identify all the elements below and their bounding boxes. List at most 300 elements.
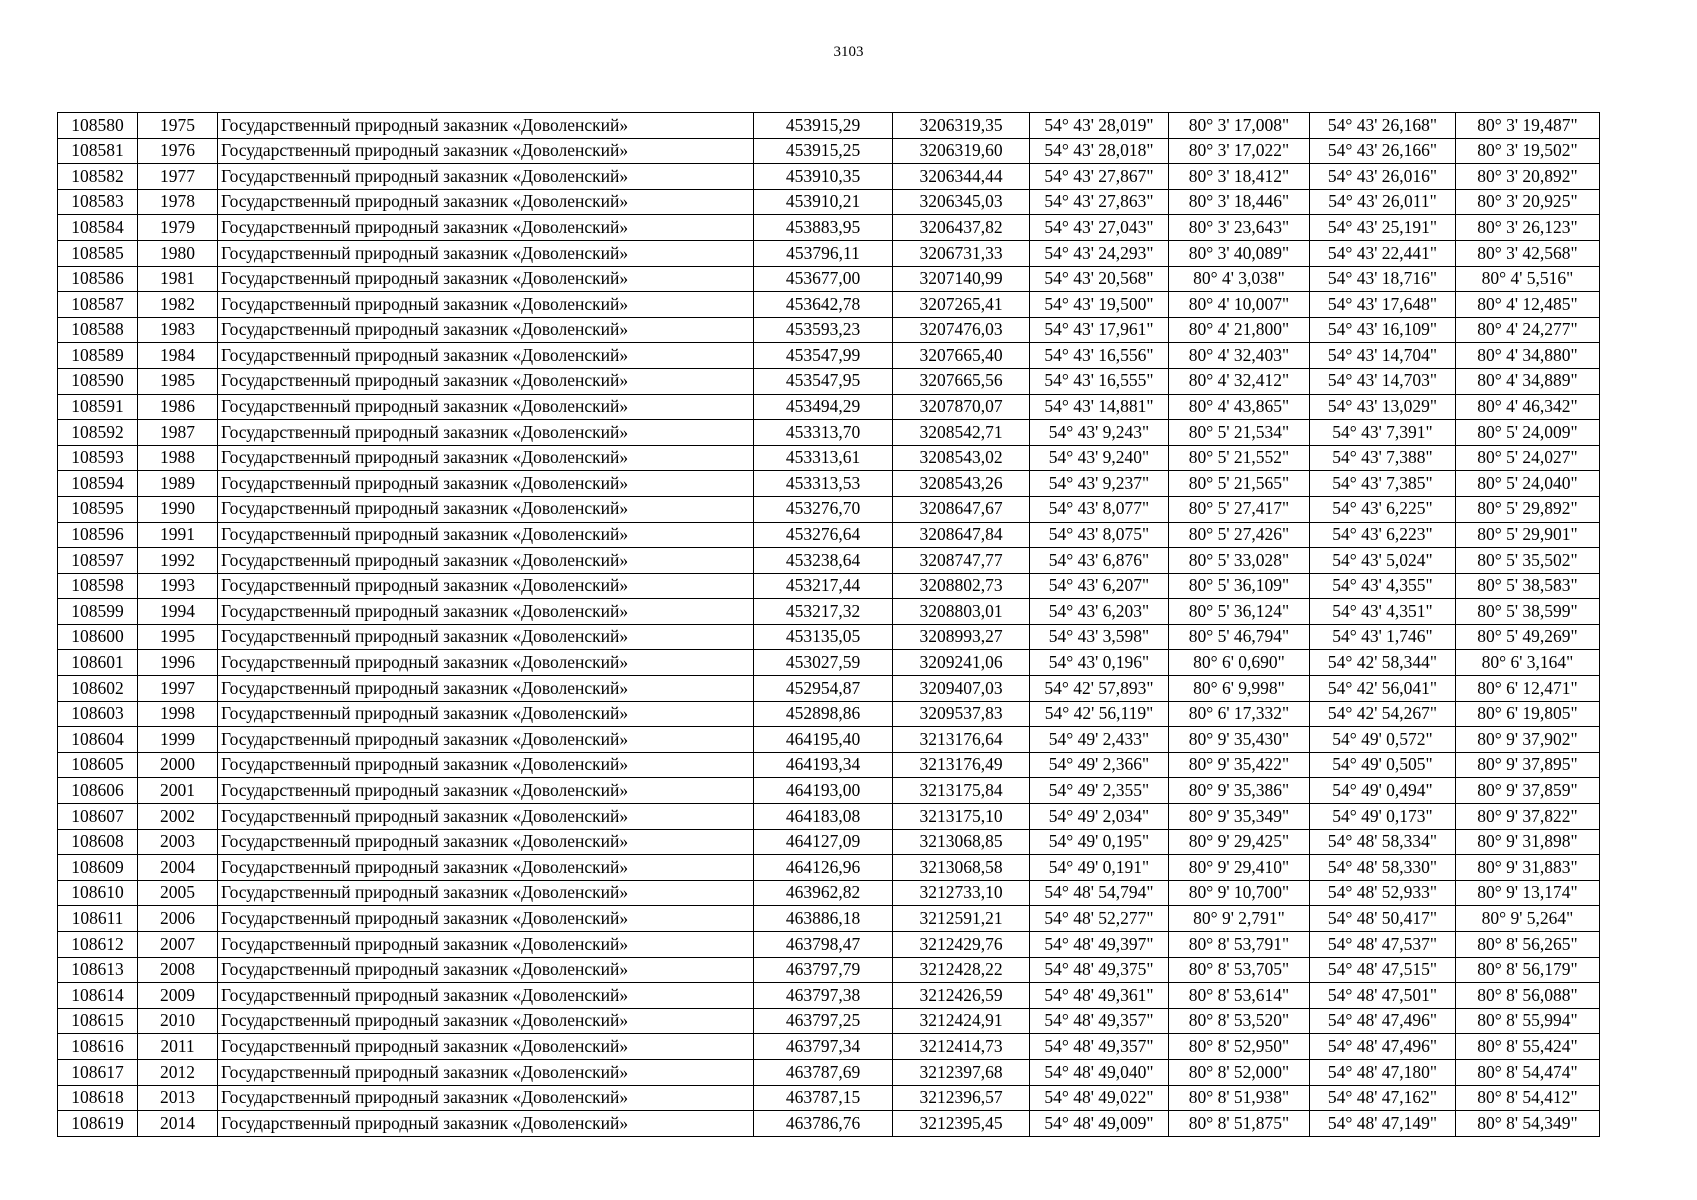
- cell-latitude-1: 54° 42' 56,119": [1030, 701, 1169, 727]
- cell-latitude-2: 54° 49' 0,572": [1310, 727, 1456, 753]
- cell-longitude-1: 80° 9' 35,349": [1169, 804, 1310, 830]
- cell-y-coordinate: 3206344,44: [893, 164, 1030, 190]
- cell-reserve-name: Государственный природный заказник «Доволенский»: [218, 394, 754, 420]
- cell-latitude-1: 54° 43' 3,598": [1030, 624, 1169, 650]
- table-row: [58, 522, 1600, 548]
- table-row: [58, 829, 1600, 855]
- cell-point-id: 108604: [58, 727, 138, 753]
- table-row: [58, 394, 1600, 420]
- cell-longitude-2: 80° 8' 56,265": [1456, 932, 1600, 958]
- cell-x-coordinate: 452898,86: [754, 701, 893, 727]
- cell-x-coordinate: 453276,64: [754, 522, 893, 548]
- table-row: [58, 650, 1600, 676]
- cell-x-coordinate: 463787,15: [754, 1085, 893, 1111]
- cell-x-coordinate: 464195,40: [754, 727, 893, 753]
- cell-x-coordinate: 463798,47: [754, 932, 893, 958]
- cell-latitude-1: 54° 43' 8,077": [1030, 496, 1169, 522]
- cell-latitude-2: 54° 43' 13,029": [1310, 394, 1456, 420]
- cell-longitude-2: 80° 8' 55,424": [1456, 1034, 1600, 1060]
- table-row: [58, 906, 1600, 932]
- cell-y-coordinate: 3213175,84: [893, 778, 1030, 804]
- table-row: [58, 189, 1600, 215]
- cell-point-number: 2012: [138, 1059, 218, 1085]
- cell-reserve-name: Государственный природный заказник «Доволенский»: [218, 189, 754, 215]
- coordinates-table-body: [58, 113, 1600, 1137]
- table-row: [58, 343, 1600, 369]
- cell-y-coordinate: 3213068,58: [893, 855, 1030, 881]
- cell-x-coordinate: 453217,44: [754, 573, 893, 599]
- cell-longitude-1: 80° 9' 29,425": [1169, 829, 1310, 855]
- cell-x-coordinate: 453677,00: [754, 266, 893, 292]
- cell-latitude-1: 54° 48' 49,022": [1030, 1085, 1169, 1111]
- cell-latitude-2: 54° 43' 7,385": [1310, 471, 1456, 497]
- cell-reserve-name: Государственный природный заказник «Доволенский»: [218, 983, 754, 1009]
- table-row: [58, 471, 1600, 497]
- cell-longitude-1: 80° 5' 27,417": [1169, 496, 1310, 522]
- cell-y-coordinate: 3207265,41: [893, 292, 1030, 318]
- cell-reserve-name: Государственный природный заказник «Доволенский»: [218, 1111, 754, 1137]
- cell-y-coordinate: 3212397,68: [893, 1059, 1030, 1085]
- cell-x-coordinate: 464183,08: [754, 804, 893, 830]
- cell-point-number: 1995: [138, 624, 218, 650]
- cell-longitude-1: 80° 5' 21,534": [1169, 420, 1310, 446]
- cell-latitude-1: 54° 48' 49,397": [1030, 932, 1169, 958]
- cell-latitude-2: 54° 48' 52,933": [1310, 880, 1456, 906]
- cell-latitude-2: 54° 49' 0,173": [1310, 804, 1456, 830]
- cell-y-coordinate: 3208647,67: [893, 496, 1030, 522]
- cell-longitude-2: 80° 5' 24,009": [1456, 420, 1600, 446]
- table-row: [58, 1111, 1600, 1137]
- cell-x-coordinate: 453547,99: [754, 343, 893, 369]
- cell-y-coordinate: 3212426,59: [893, 983, 1030, 1009]
- cell-reserve-name: Государственный природный заказник «Доволенский»: [218, 624, 754, 650]
- cell-point-id: 108614: [58, 983, 138, 1009]
- cell-x-coordinate: 463797,38: [754, 983, 893, 1009]
- cell-latitude-2: 54° 43' 4,355": [1310, 573, 1456, 599]
- cell-reserve-name: Государственный природный заказник «Доволенский»: [218, 420, 754, 446]
- cell-longitude-2: 80° 3' 26,123": [1456, 215, 1600, 241]
- cell-reserve-name: Государственный природный заказник «Доволенский»: [218, 368, 754, 394]
- cell-latitude-2: 54° 48' 47,496": [1310, 1008, 1456, 1034]
- cell-x-coordinate: 453313,61: [754, 445, 893, 471]
- cell-reserve-name: Государственный природный заказник «Доволенский»: [218, 727, 754, 753]
- table-row: [58, 445, 1600, 471]
- cell-latitude-2: 54° 43' 22,441": [1310, 240, 1456, 266]
- cell-reserve-name: Государственный природный заказник «Доволенский»: [218, 266, 754, 292]
- cell-longitude-1: 80° 4' 10,007": [1169, 292, 1310, 318]
- table-row: [58, 1085, 1600, 1111]
- cell-x-coordinate: 463797,34: [754, 1034, 893, 1060]
- cell-x-coordinate: 453027,59: [754, 650, 893, 676]
- cell-point-id: 108605: [58, 752, 138, 778]
- cell-point-number: 1993: [138, 573, 218, 599]
- cell-y-coordinate: 3209241,06: [893, 650, 1030, 676]
- cell-point-number: 1987: [138, 420, 218, 446]
- cell-reserve-name: Государственный природный заказник «Доволенский»: [218, 650, 754, 676]
- table-row: [58, 1059, 1600, 1085]
- cell-longitude-2: 80° 3' 19,487": [1456, 113, 1600, 139]
- cell-point-number: 2008: [138, 957, 218, 983]
- cell-longitude-2: 80° 8' 54,349": [1456, 1111, 1600, 1137]
- cell-point-id: 108597: [58, 548, 138, 574]
- cell-point-id: 108610: [58, 880, 138, 906]
- cell-longitude-1: 80° 9' 10,700": [1169, 880, 1310, 906]
- table-row: [58, 880, 1600, 906]
- cell-reserve-name: Государственный природный заказник «Доволенский»: [218, 215, 754, 241]
- cell-longitude-1: 80° 3' 40,089": [1169, 240, 1310, 266]
- cell-x-coordinate: 453313,53: [754, 471, 893, 497]
- table-row: [58, 215, 1600, 241]
- cell-latitude-2: 54° 43' 17,648": [1310, 292, 1456, 318]
- cell-x-coordinate: 452954,87: [754, 676, 893, 702]
- cell-longitude-1: 80° 4' 32,403": [1169, 343, 1310, 369]
- cell-point-number: 1986: [138, 394, 218, 420]
- cell-y-coordinate: 3206437,82: [893, 215, 1030, 241]
- cell-y-coordinate: 3208543,02: [893, 445, 1030, 471]
- cell-longitude-2: 80° 6' 12,471": [1456, 676, 1600, 702]
- cell-reserve-name: Государственный природный заказник «Доволенский»: [218, 548, 754, 574]
- cell-y-coordinate: 3212396,57: [893, 1085, 1030, 1111]
- cell-longitude-2: 80° 9' 31,883": [1456, 855, 1600, 881]
- cell-latitude-1: 54° 43' 14,881": [1030, 394, 1169, 420]
- cell-point-number: 2007: [138, 932, 218, 958]
- cell-longitude-2: 80° 8' 56,088": [1456, 983, 1600, 1009]
- cell-latitude-2: 54° 48' 47,180": [1310, 1059, 1456, 1085]
- cell-reserve-name: Государственный природный заказник «Доволенский»: [218, 1008, 754, 1034]
- cell-latitude-1: 54° 43' 17,961": [1030, 317, 1169, 343]
- cell-point-number: 2009: [138, 983, 218, 1009]
- cell-longitude-2: 80° 4' 5,516": [1456, 266, 1600, 292]
- cell-latitude-2: 54° 48' 58,330": [1310, 855, 1456, 881]
- table-row: [58, 548, 1600, 574]
- cell-point-id: 108619: [58, 1111, 138, 1137]
- cell-y-coordinate: 3213176,49: [893, 752, 1030, 778]
- cell-longitude-1: 80° 8' 52,000": [1169, 1059, 1310, 1085]
- cell-reserve-name: Государственный природный заказник «Доволенский»: [218, 778, 754, 804]
- cell-point-id: 108618: [58, 1085, 138, 1111]
- cell-longitude-2: 80° 9' 31,898": [1456, 829, 1600, 855]
- cell-point-number: 2001: [138, 778, 218, 804]
- cell-y-coordinate: 3209407,03: [893, 676, 1030, 702]
- cell-reserve-name: Государственный природный заказник «Доволенский»: [218, 829, 754, 855]
- cell-point-id: 108589: [58, 343, 138, 369]
- cell-x-coordinate: 453910,35: [754, 164, 893, 190]
- cell-x-coordinate: 453796,11: [754, 240, 893, 266]
- cell-point-number: 1981: [138, 266, 218, 292]
- cell-point-number: 1979: [138, 215, 218, 241]
- cell-latitude-2: 54° 43' 14,703": [1310, 368, 1456, 394]
- table-row: [58, 317, 1600, 343]
- cell-point-number: 2004: [138, 855, 218, 881]
- cell-latitude-2: 54° 48' 47,149": [1310, 1111, 1456, 1137]
- cell-longitude-2: 80° 9' 5,264": [1456, 906, 1600, 932]
- cell-latitude-1: 54° 48' 49,009": [1030, 1111, 1169, 1137]
- cell-point-id: 108596: [58, 522, 138, 548]
- cell-x-coordinate: 453910,21: [754, 189, 893, 215]
- cell-point-id: 108585: [58, 240, 138, 266]
- cell-y-coordinate: 3206319,60: [893, 138, 1030, 164]
- cell-point-id: 108584: [58, 215, 138, 241]
- cell-latitude-2: 54° 43' 14,704": [1310, 343, 1456, 369]
- cell-longitude-1: 80° 4' 32,412": [1169, 368, 1310, 394]
- cell-reserve-name: Государственный природный заказник «Доволенский»: [218, 573, 754, 599]
- cell-point-number: 2005: [138, 880, 218, 906]
- cell-y-coordinate: 3212395,45: [893, 1111, 1030, 1137]
- cell-point-id: 108598: [58, 573, 138, 599]
- cell-reserve-name: Государственный природный заказник «Доволенский»: [218, 906, 754, 932]
- cell-latitude-2: 54° 42' 58,344": [1310, 650, 1456, 676]
- cell-y-coordinate: 3208747,77: [893, 548, 1030, 574]
- cell-latitude-1: 54° 43' 20,568": [1030, 266, 1169, 292]
- cell-longitude-2: 80° 3' 20,892": [1456, 164, 1600, 190]
- cell-reserve-name: Государственный природный заказник «Доволенский»: [218, 599, 754, 625]
- cell-latitude-2: 54° 48' 47,496": [1310, 1034, 1456, 1060]
- cell-longitude-2: 80° 6' 19,805": [1456, 701, 1600, 727]
- cell-latitude-1: 54° 43' 6,207": [1030, 573, 1169, 599]
- cell-point-id: 108595: [58, 496, 138, 522]
- cell-x-coordinate: 463786,76: [754, 1111, 893, 1137]
- cell-latitude-2: 54° 48' 47,515": [1310, 957, 1456, 983]
- cell-y-coordinate: 3208647,84: [893, 522, 1030, 548]
- table-row: [58, 855, 1600, 881]
- cell-point-id: 108613: [58, 957, 138, 983]
- cell-longitude-2: 80° 4' 34,889": [1456, 368, 1600, 394]
- cell-latitude-2: 54° 43' 26,011": [1310, 189, 1456, 215]
- cell-longitude-2: 80° 4' 24,277": [1456, 317, 1600, 343]
- cell-reserve-name: Государственный природный заказник «Доволенский»: [218, 445, 754, 471]
- cell-y-coordinate: 3207476,03: [893, 317, 1030, 343]
- cell-latitude-2: 54° 43' 6,223": [1310, 522, 1456, 548]
- cell-longitude-1: 80° 8' 53,705": [1169, 957, 1310, 983]
- cell-longitude-1: 80° 6' 9,998": [1169, 676, 1310, 702]
- cell-longitude-2: 80° 6' 3,164": [1456, 650, 1600, 676]
- cell-longitude-2: 80° 5' 29,901": [1456, 522, 1600, 548]
- cell-longitude-1: 80° 4' 3,038": [1169, 266, 1310, 292]
- cell-longitude-2: 80° 5' 24,027": [1456, 445, 1600, 471]
- cell-x-coordinate: 463797,79: [754, 957, 893, 983]
- cell-latitude-2: 54° 49' 0,505": [1310, 752, 1456, 778]
- cell-longitude-2: 80° 9' 37,822": [1456, 804, 1600, 830]
- cell-point-number: 1980: [138, 240, 218, 266]
- cell-longitude-1: 80° 8' 53,791": [1169, 932, 1310, 958]
- cell-x-coordinate: 453313,70: [754, 420, 893, 446]
- cell-latitude-1: 54° 43' 28,018": [1030, 138, 1169, 164]
- cell-point-number: 1994: [138, 599, 218, 625]
- cell-longitude-1: 80° 5' 21,552": [1169, 445, 1310, 471]
- cell-x-coordinate: 453915,25: [754, 138, 893, 164]
- table-row: [58, 701, 1600, 727]
- cell-longitude-1: 80° 5' 33,028": [1169, 548, 1310, 574]
- cell-reserve-name: Государственный природный заказник «Доволенский»: [218, 138, 754, 164]
- cell-latitude-1: 54° 48' 52,277": [1030, 906, 1169, 932]
- cell-point-number: 1997: [138, 676, 218, 702]
- cell-x-coordinate: 453593,23: [754, 317, 893, 343]
- cell-point-id: 108607: [58, 804, 138, 830]
- cell-latitude-2: 54° 43' 26,168": [1310, 113, 1456, 139]
- cell-latitude-1: 54° 43' 16,555": [1030, 368, 1169, 394]
- cell-y-coordinate: 3212428,22: [893, 957, 1030, 983]
- cell-latitude-2: 54° 48' 47,501": [1310, 983, 1456, 1009]
- table-row: [58, 1034, 1600, 1060]
- cell-latitude-1: 54° 48' 49,357": [1030, 1034, 1169, 1060]
- cell-y-coordinate: 3208543,26: [893, 471, 1030, 497]
- cell-reserve-name: Государственный природный заказник «Доволенский»: [218, 240, 754, 266]
- cell-longitude-2: 80° 3' 19,502": [1456, 138, 1600, 164]
- cell-longitude-1: 80° 5' 36,109": [1169, 573, 1310, 599]
- cell-point-id: 108586: [58, 266, 138, 292]
- cell-point-number: 1990: [138, 496, 218, 522]
- cell-point-id: 108603: [58, 701, 138, 727]
- cell-longitude-1: 80° 5' 36,124": [1169, 599, 1310, 625]
- cell-x-coordinate: 453642,78: [754, 292, 893, 318]
- cell-reserve-name: Государственный природный заказник «Доволенский»: [218, 957, 754, 983]
- cell-latitude-1: 54° 43' 24,293": [1030, 240, 1169, 266]
- cell-reserve-name: Государственный природный заказник «Доволенский»: [218, 343, 754, 369]
- cell-y-coordinate: 3212733,10: [893, 880, 1030, 906]
- cell-x-coordinate: 453883,95: [754, 215, 893, 241]
- cell-reserve-name: Государственный природный заказник «Доволенский»: [218, 1085, 754, 1111]
- cell-point-number: 2014: [138, 1111, 218, 1137]
- cell-reserve-name: Государственный природный заказник «Доволенский»: [218, 292, 754, 318]
- cell-longitude-1: 80° 5' 21,565": [1169, 471, 1310, 497]
- cell-point-number: 1978: [138, 189, 218, 215]
- cell-point-number: 1998: [138, 701, 218, 727]
- cell-latitude-1: 54° 49' 0,191": [1030, 855, 1169, 881]
- cell-longitude-1: 80° 5' 46,794": [1169, 624, 1310, 650]
- cell-longitude-1: 80° 8' 51,875": [1169, 1111, 1310, 1137]
- cell-longitude-1: 80° 3' 23,643": [1169, 215, 1310, 241]
- cell-x-coordinate: 463787,69: [754, 1059, 893, 1085]
- cell-point-number: 1996: [138, 650, 218, 676]
- table-row: [58, 138, 1600, 164]
- cell-x-coordinate: 453915,29: [754, 113, 893, 139]
- cell-point-number: 2003: [138, 829, 218, 855]
- cell-longitude-1: 80° 8' 52,950": [1169, 1034, 1310, 1060]
- cell-latitude-2: 54° 48' 58,334": [1310, 829, 1456, 855]
- table-row: [58, 727, 1600, 753]
- cell-longitude-1: 80° 9' 35,386": [1169, 778, 1310, 804]
- cell-point-id: 108582: [58, 164, 138, 190]
- table-row: [58, 292, 1600, 318]
- table-row: [58, 599, 1600, 625]
- cell-y-coordinate: 3208802,73: [893, 573, 1030, 599]
- table-row: [58, 368, 1600, 394]
- cell-point-id: 108593: [58, 445, 138, 471]
- cell-reserve-name: Государственный природный заказник «Доволенский»: [218, 1059, 754, 1085]
- cell-longitude-2: 80° 5' 38,599": [1456, 599, 1600, 625]
- table-row: [58, 676, 1600, 702]
- cell-latitude-2: 54° 43' 16,109": [1310, 317, 1456, 343]
- cell-latitude-2: 54° 43' 26,166": [1310, 138, 1456, 164]
- cell-latitude-2: 54° 42' 56,041": [1310, 676, 1456, 702]
- cell-longitude-2: 80° 5' 49,269": [1456, 624, 1600, 650]
- cell-point-id: 108611: [58, 906, 138, 932]
- cell-y-coordinate: 3207665,56: [893, 368, 1030, 394]
- cell-latitude-2: 54° 43' 1,746": [1310, 624, 1456, 650]
- cell-y-coordinate: 3212414,73: [893, 1034, 1030, 1060]
- cell-latitude-1: 54° 43' 19,500": [1030, 292, 1169, 318]
- cell-point-id: 108606: [58, 778, 138, 804]
- cell-point-number: 1991: [138, 522, 218, 548]
- cell-latitude-1: 54° 43' 9,237": [1030, 471, 1169, 497]
- cell-longitude-2: 80° 3' 42,568": [1456, 240, 1600, 266]
- cell-x-coordinate: 464126,96: [754, 855, 893, 881]
- cell-longitude-2: 80° 5' 38,583": [1456, 573, 1600, 599]
- cell-longitude-1: 80° 8' 51,938": [1169, 1085, 1310, 1111]
- cell-y-coordinate: 3206731,33: [893, 240, 1030, 266]
- page-number: 3103: [833, 44, 864, 60]
- cell-x-coordinate: 464193,00: [754, 778, 893, 804]
- cell-longitude-1: 80° 3' 17,008": [1169, 113, 1310, 139]
- table-row: [58, 778, 1600, 804]
- cell-latitude-2: 54° 43' 4,351": [1310, 599, 1456, 625]
- cell-latitude-1: 54° 43' 27,863": [1030, 189, 1169, 215]
- cell-y-coordinate: 3207665,40: [893, 343, 1030, 369]
- cell-longitude-1: 80° 9' 35,430": [1169, 727, 1310, 753]
- cell-latitude-1: 54° 43' 28,019": [1030, 113, 1169, 139]
- cell-longitude-2: 80° 3' 20,925": [1456, 189, 1600, 215]
- cell-point-number: 2000: [138, 752, 218, 778]
- table-row: [58, 113, 1600, 139]
- cell-point-id: 108617: [58, 1059, 138, 1085]
- cell-longitude-2: 80° 9' 13,174": [1456, 880, 1600, 906]
- table-row: [58, 983, 1600, 1009]
- cell-latitude-2: 54° 43' 18,716": [1310, 266, 1456, 292]
- cell-latitude-1: 54° 49' 2,355": [1030, 778, 1169, 804]
- cell-x-coordinate: 463886,18: [754, 906, 893, 932]
- cell-x-coordinate: 453494,29: [754, 394, 893, 420]
- cell-y-coordinate: 3206319,35: [893, 113, 1030, 139]
- cell-reserve-name: Государственный природный заказник «Доволенский»: [218, 676, 754, 702]
- cell-latitude-1: 54° 43' 6,203": [1030, 599, 1169, 625]
- cell-x-coordinate: 453238,64: [754, 548, 893, 574]
- cell-point-number: 1982: [138, 292, 218, 318]
- cell-latitude-2: 54° 48' 50,417": [1310, 906, 1456, 932]
- cell-reserve-name: Государственный природный заказник «Доволенский»: [218, 752, 754, 778]
- table-row: [58, 573, 1600, 599]
- cell-longitude-2: 80° 5' 29,892": [1456, 496, 1600, 522]
- cell-longitude-2: 80° 8' 55,994": [1456, 1008, 1600, 1034]
- cell-longitude-2: 80° 4' 12,485": [1456, 292, 1600, 318]
- cell-latitude-1: 54° 43' 9,240": [1030, 445, 1169, 471]
- cell-x-coordinate: 453217,32: [754, 599, 893, 625]
- cell-y-coordinate: 3209537,83: [893, 701, 1030, 727]
- cell-y-coordinate: 3212424,91: [893, 1008, 1030, 1034]
- cell-point-id: 108588: [58, 317, 138, 343]
- cell-latitude-1: 54° 43' 16,556": [1030, 343, 1169, 369]
- cell-longitude-1: 80° 9' 29,410": [1169, 855, 1310, 881]
- cell-longitude-1: 80° 3' 18,412": [1169, 164, 1310, 190]
- table-row: [58, 496, 1600, 522]
- cell-point-id: 108612: [58, 932, 138, 958]
- cell-point-id: 108594: [58, 471, 138, 497]
- cell-x-coordinate: 463797,25: [754, 1008, 893, 1034]
- cell-point-number: 1977: [138, 164, 218, 190]
- cell-longitude-1: 80° 4' 43,865": [1169, 394, 1310, 420]
- cell-longitude-1: 80° 4' 21,800": [1169, 317, 1310, 343]
- table-row: [58, 240, 1600, 266]
- cell-y-coordinate: 3208993,27: [893, 624, 1030, 650]
- cell-longitude-1: 80° 9' 35,422": [1169, 752, 1310, 778]
- cell-latitude-2: 54° 49' 0,494": [1310, 778, 1456, 804]
- cell-latitude-1: 54° 48' 49,357": [1030, 1008, 1169, 1034]
- cell-point-id: 108602: [58, 676, 138, 702]
- cell-y-coordinate: 3213175,10: [893, 804, 1030, 830]
- cell-point-number: 1983: [138, 317, 218, 343]
- cell-point-id: 108608: [58, 829, 138, 855]
- cell-longitude-2: 80° 8' 54,412": [1456, 1085, 1600, 1111]
- cell-latitude-2: 54° 43' 6,225": [1310, 496, 1456, 522]
